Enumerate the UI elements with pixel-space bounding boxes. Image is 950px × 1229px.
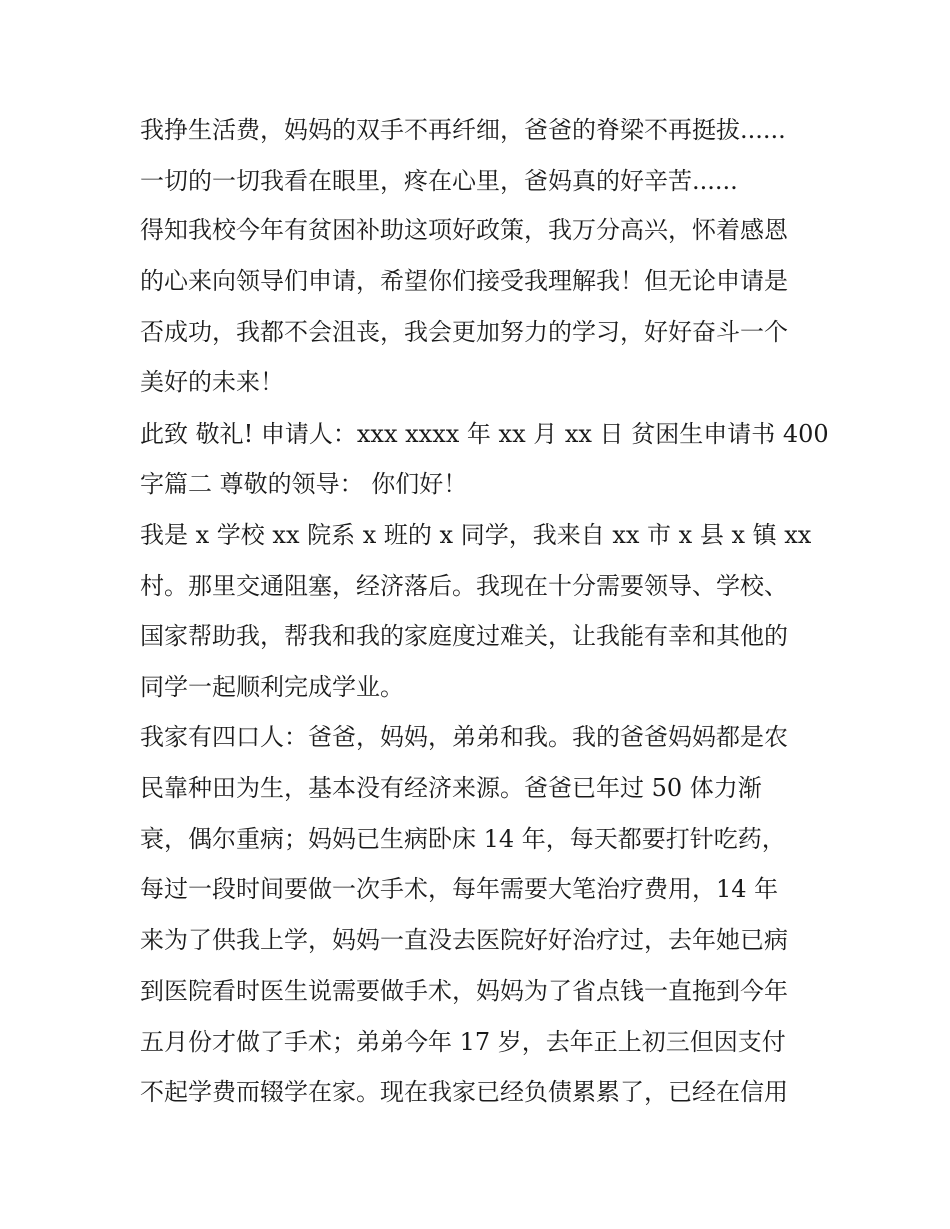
text-line: 同学一起顺利完成学业。 — [140, 673, 404, 701]
text-line: 美好的未来！ — [140, 368, 284, 396]
text-line: 每过一段时间要做一次手术，每年需要大笔治疗费用，14 年 — [140, 875, 779, 903]
text-line: 五月份才做了手术；弟弟今年 17 岁，去年正上初三但因支付 — [140, 1028, 786, 1056]
text-line: 村。那里交通阻塞，经济落后。我现在十分需要领导、学校、 — [140, 572, 788, 600]
text-line: 不起学费而辍学在家。现在我家已经负债累累了，已经在信用 — [140, 1078, 788, 1106]
text-line: 我是 x 学校 xx 院系 x 班的 x 同学，我来自 xx 市 x 县 x 镇 xx — [140, 521, 812, 549]
text-line: 得知我校今年有贫困补助这项好政策，我万分高兴，怀着感恩 — [140, 216, 788, 244]
text-line: 字篇二 尊敬的领导： 你们好！ — [140, 470, 468, 498]
text-line: 我挣生活费，妈妈的双手不再纤细，爸爸的脊梁不再挺拔...... — [140, 116, 786, 144]
text-line: 一切的一切我看在眼里，疼在心里，爸妈真的好辛苦...... — [140, 167, 738, 195]
text-line: 我家有四口人：爸爸，妈妈，弟弟和我。我的爸爸妈妈都是农 — [140, 723, 788, 751]
text-line: 此致 敬礼! 申请人：xxx xxxx 年 xx 月 xx 日 贫困生申请书 400 — [140, 420, 829, 448]
text-line: 国家帮助我，帮我和我的家庭度过难关，让我能有幸和其他的 — [140, 622, 788, 650]
text-line: 否成功，我都不会沮丧，我会更加努力的学习，好好奋斗一个 — [140, 318, 788, 346]
text-line: 到医院看时医生说需要做手术，妈妈为了省点钱一直拖到今年 — [140, 977, 788, 1005]
text-line: 民靠种田为生，基本没有经济来源。爸爸已年过 50 体力渐 — [140, 774, 762, 802]
text-line: 来为了供我上学，妈妈一直没去医院好好治疗过，去年她已病 — [140, 926, 788, 954]
text-line: 的心来向领导们申请，希望你们接受我理解我！但无论申请是 — [140, 267, 788, 295]
text-line: 衰，偶尔重病；妈妈已生病卧床 14 年，每天都要打针吃药， — [140, 825, 786, 853]
